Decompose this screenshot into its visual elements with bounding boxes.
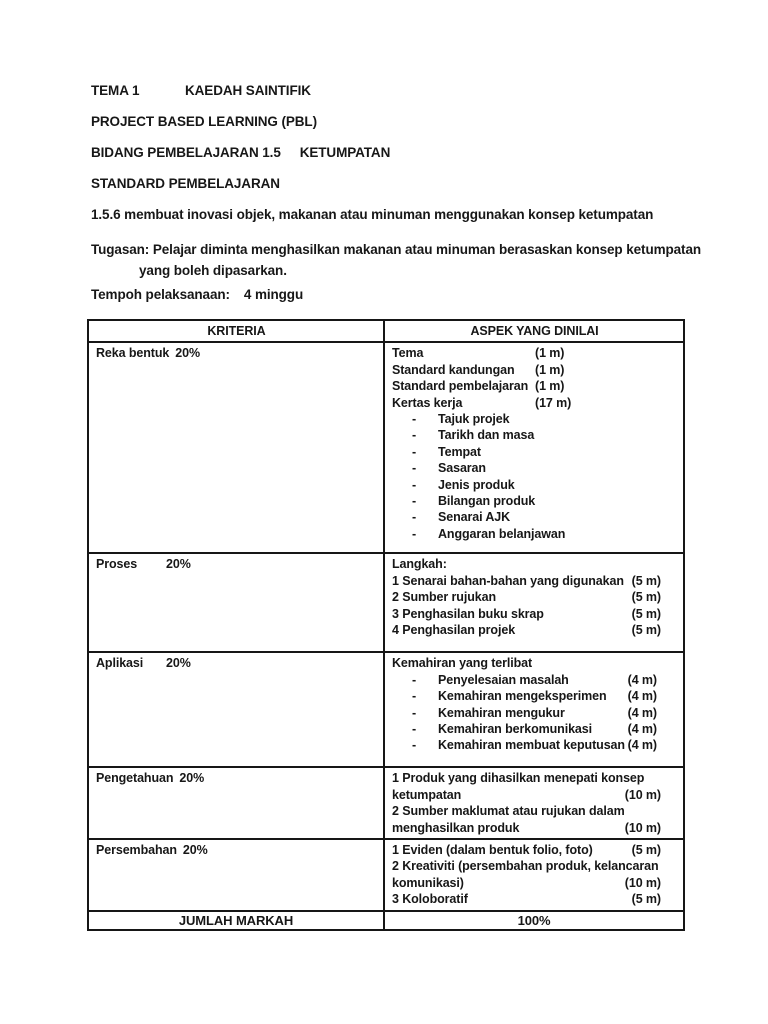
- aspek-text: 2 Kreativiti (persembahan produk, kelancaran: [392, 859, 659, 874]
- aspek-bullet: [392, 427, 677, 443]
- aspek-bullet: [392, 493, 677, 509]
- aspek-cell: [384, 839, 684, 911]
- aspek-bullet: [392, 737, 677, 753]
- tema-label: TEMA 1: [91, 83, 140, 98]
- aspek-text: 3 Penghasilan buku skrap: [392, 606, 544, 621]
- aspek-cell: [384, 553, 684, 652]
- criteria-cell: [88, 652, 384, 767]
- aspek-line: [392, 803, 677, 819]
- criteria-weight: 20%: [175, 346, 200, 361]
- bullet-text: Tajuk projek: [438, 412, 510, 427]
- aspek-mark: (17 m): [535, 395, 572, 410]
- tugasan-line-1: Tugasan: Pelajar diminta menghasilkan makanan atau minuman berasaskan konsep ketumpatan: [91, 242, 702, 257]
- dash-bullet-icon: [412, 460, 438, 476]
- table-row-pengetahuan: [88, 767, 684, 839]
- tugasan-paragraph: [91, 239, 702, 281]
- aspek-line: [392, 622, 677, 638]
- bidang-line: [91, 146, 691, 160]
- jumlah-markah-label: JUMLAH MARKAH: [88, 911, 384, 930]
- document-content: [91, 83, 702, 931]
- assessment-rubric-table: [87, 319, 685, 931]
- aspek-mark: (5 m): [631, 623, 661, 638]
- aspek-line: [392, 362, 677, 378]
- criteria-weight: 20%: [179, 771, 205, 786]
- aspek-label: Standard pembelajaran: [392, 379, 529, 394]
- aspek-text: komunikasi): [392, 875, 464, 890]
- aspek-line: [392, 820, 677, 836]
- aspek-line: [392, 589, 677, 605]
- table-footer-row: [88, 911, 684, 930]
- aspek-line: [392, 875, 677, 891]
- aspek-bullet: [392, 411, 677, 427]
- aspek-mark: (1 m): [535, 379, 565, 394]
- column-header-aspek: ASPEK YANG DINILAI: [384, 320, 684, 342]
- jumlah-markah-value: 100%: [384, 911, 684, 930]
- table-row-aplikasi: [88, 652, 684, 767]
- aspek-line: [392, 891, 677, 907]
- table-row-reka-bentuk: [88, 342, 684, 553]
- aspek-bullet: [392, 444, 677, 460]
- bullet-text: Kemahiran membuat keputusan: [438, 738, 625, 753]
- bullet-text: Anggaran belanjawan: [438, 526, 566, 541]
- aspek-mark: (5 m): [631, 606, 661, 621]
- aspek-heading: Kemahiran yang terlibat: [392, 656, 533, 671]
- aspek-label: Tema: [392, 346, 424, 361]
- criteria-name: Persembahan: [96, 843, 177, 858]
- dash-bullet-icon: [412, 493, 438, 509]
- tugasan-line-2: yang boleh dipasarkan.: [139, 263, 287, 278]
- dash-bullet-icon: [412, 672, 438, 688]
- aspek-bullet: [392, 672, 677, 688]
- bullet-text: Tempat: [438, 444, 481, 459]
- bullet-text: Tarikh dan masa: [438, 428, 535, 443]
- bidang-label: BIDANG PEMBELAJARAN 1.5: [91, 145, 281, 160]
- aspek-mark: (10 m): [624, 787, 661, 802]
- criteria-name: Pengetahuan: [96, 771, 174, 786]
- aspek-text: 1 Produk yang dihasilkan menepati konsep: [392, 771, 645, 786]
- dash-bullet-icon: [412, 526, 438, 542]
- bullet-text: Jenis produk: [438, 477, 515, 492]
- aspek-text: 1 Eviden (dalam bentuk folio, foto): [392, 843, 593, 858]
- tema-value: KAEDAH SAINTIFIK: [185, 83, 311, 98]
- aspek-mark: (4 m): [627, 705, 657, 720]
- aspek-mark: (4 m): [627, 689, 657, 704]
- criteria-weight: 20%: [166, 656, 191, 671]
- aspek-mark: (10 m): [624, 875, 661, 890]
- aspek-text: ketumpatan: [392, 787, 462, 802]
- dash-bullet-icon: [412, 427, 438, 443]
- criteria-cell: [88, 342, 384, 553]
- aspek-line: [392, 378, 677, 394]
- bidang-value: KETUMPATAN: [299, 145, 391, 160]
- bullet-text: Penyelesaian masalah: [438, 672, 569, 687]
- aspek-bullet: [392, 509, 677, 525]
- dash-bullet-icon: [412, 477, 438, 493]
- pbl-line: PROJECT BASED LEARNING (PBL): [91, 114, 317, 129]
- column-header-kriteria: KRITERIA: [88, 320, 384, 342]
- aspek-cell: [384, 342, 684, 553]
- bullet-text: Sasaran: [438, 461, 486, 476]
- table-row-proses: [88, 553, 684, 652]
- standard-line: 1.5.6 membuat inovasi objek, makanan atau minuman menggunakan konsep ketumpatan: [91, 207, 654, 222]
- criteria-weight: 20%: [166, 557, 191, 572]
- aspek-mark: (4 m): [627, 738, 657, 753]
- bullet-text: Kemahiran mengukur: [438, 705, 565, 720]
- aspek-mark: (5 m): [631, 843, 661, 858]
- aspek-text: 2 Sumber rujukan: [392, 590, 496, 605]
- aspek-mark: (5 m): [631, 590, 661, 605]
- aspek-bullet: [392, 721, 677, 737]
- criteria-name: Reka bentuk: [96, 346, 170, 361]
- aspek-mark: (1 m): [535, 362, 565, 377]
- criteria-cell: [88, 767, 384, 839]
- aspek-line: [392, 573, 677, 589]
- dash-bullet-icon: [412, 705, 438, 721]
- aspek-line: [392, 842, 677, 858]
- aspek-text: 1 Senarai bahan-bahan yang digunakan: [392, 573, 624, 588]
- dash-bullet-icon: [412, 721, 438, 737]
- dash-bullet-icon: [412, 737, 438, 753]
- bullet-text: Kemahiran berkomunikasi: [438, 722, 593, 737]
- aspek-mark: (4 m): [627, 672, 657, 687]
- aspek-cell: [384, 652, 684, 767]
- criteria-name: Aplikasi: [96, 656, 144, 671]
- dash-bullet-icon: [412, 444, 438, 460]
- aspek-mark: (1 m): [535, 346, 565, 361]
- table-header-row: [88, 320, 684, 342]
- table-row-persembahan: [88, 839, 684, 911]
- aspek-line: [392, 606, 677, 622]
- aspek-label: Standard kandungan: [392, 362, 515, 377]
- dash-bullet-icon: [412, 411, 438, 427]
- tempoh-value: 4 minggu: [243, 287, 304, 302]
- aspek-line: [392, 858, 677, 874]
- aspek-mark: (10 m): [624, 820, 661, 835]
- aspek-line: [392, 787, 677, 803]
- aspek-text: menghasilkan produk: [392, 820, 520, 835]
- dash-bullet-icon: [412, 509, 438, 525]
- bullet-text: Senarai AJK: [438, 510, 511, 525]
- aspek-cell: [384, 767, 684, 839]
- aspek-line: [392, 395, 677, 411]
- aspek-mark: (4 m): [627, 722, 657, 737]
- aspek-bullet: [392, 688, 677, 704]
- criteria-cell: [88, 553, 384, 652]
- standard-heading: STANDARD PEMBELAJARAN: [91, 176, 280, 191]
- aspek-line: [392, 770, 677, 786]
- aspek-text: 4 Penghasilan projek: [392, 623, 516, 638]
- aspek-bullet: [392, 460, 677, 476]
- aspek-bullet: [392, 477, 677, 493]
- aspek-text: 3 Koloboratif: [392, 892, 468, 907]
- aspek-bullet: [392, 526, 677, 542]
- bullet-text: Kemahiran mengeksperimen: [438, 689, 607, 704]
- aspek-mark: (5 m): [631, 892, 661, 907]
- dash-bullet-icon: [412, 688, 438, 704]
- criteria-name: Proses: [96, 557, 138, 572]
- aspek-label: Kertas kerja: [392, 395, 463, 410]
- tema-line: [91, 84, 691, 98]
- aspek-bullet: [392, 705, 677, 721]
- tempoh-line: [91, 288, 691, 302]
- tempoh-label: Tempoh pelaksanaan:: [91, 287, 230, 302]
- bullet-text: Bilangan produk: [438, 494, 536, 509]
- aspek-text: 2 Sumber maklumat atau rujukan dalam: [392, 804, 625, 819]
- aspek-line: [392, 345, 677, 361]
- aspek-mark: (5 m): [631, 573, 661, 588]
- aspek-heading: Langkah:: [392, 557, 447, 572]
- criteria-weight: 20%: [182, 843, 208, 858]
- criteria-cell: [88, 839, 384, 911]
